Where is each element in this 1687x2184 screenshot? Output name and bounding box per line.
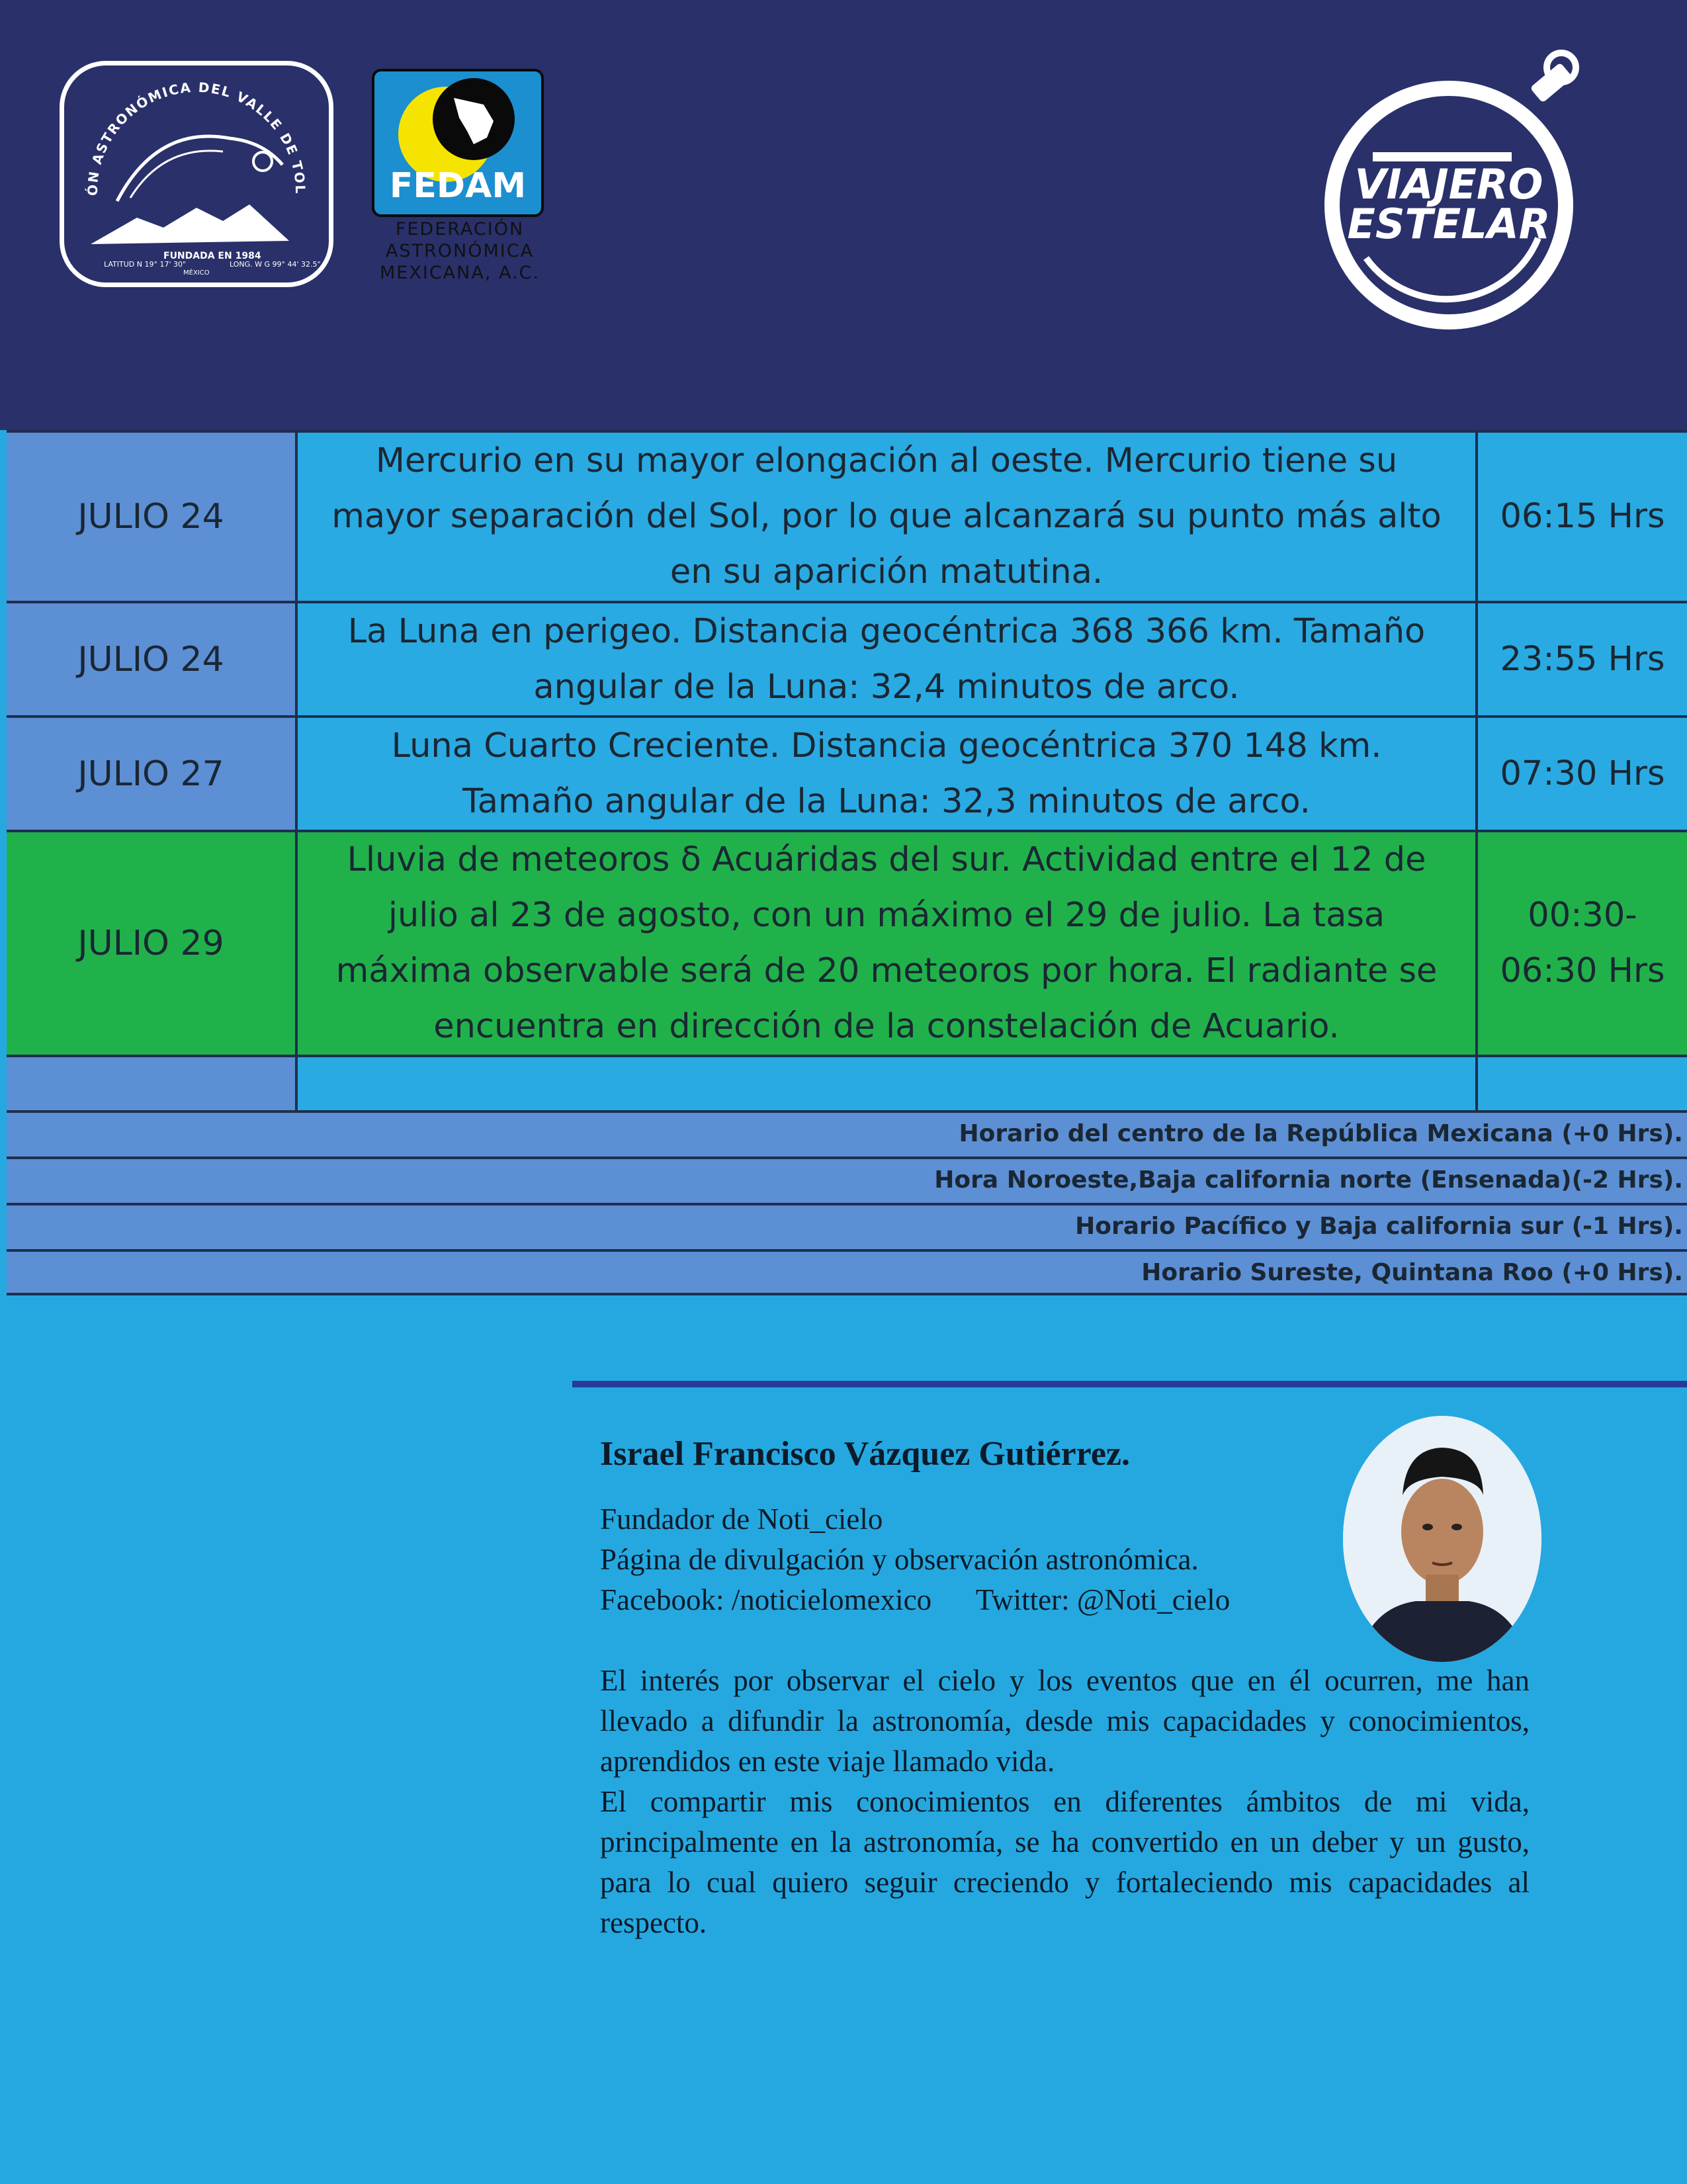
viajero-estelar-logo [1313, 40, 1618, 344]
event-description-line: encuentra en dirección de la constelación de Acuario. [433, 1007, 1340, 1046]
event-description-line: en su aparición matutina. [670, 552, 1103, 591]
event-time: 23:55 Hrs [1475, 603, 1687, 715]
author-social: Facebook: /noticielomexico Twitter: @Noti_cielo [600, 1583, 1231, 1616]
author-paragraph: El compartir mis conocimientos en diferentes ámbitos de mi vida, principalmente en la astronomía, se ha convertido en un deber y un gusto, para lo cual quiero seguir creciendo y fortaleciendo mis capacidades al respecto. [600, 1785, 1530, 1939]
author-paragraph: El interés por observar el cielo y los eventos que en él ocurren, me han llevado a difundir la astronomía, desde mis capacidades y conocimientos, aprendidos en este viaje llamado vida. [600, 1664, 1530, 1778]
avt-logo [60, 61, 333, 287]
event-time: 06:15 Hrs [1475, 433, 1687, 601]
fedam-caption [361, 218, 559, 284]
event-row [7, 601, 1687, 715]
event-row [7, 430, 1687, 601]
event-time-line: 06:30 Hrs [1500, 951, 1665, 990]
fedam-caption-line: ASTRONÓMICA [385, 241, 535, 261]
event-description-line: julio al 23 de agosto, con un máximo el 29 de julio. La tasa [388, 896, 1385, 935]
event-description-line: Lluvia de meteoros δ Acuáridas del sur. Actividad entre el 12 de [347, 840, 1426, 879]
event-description-line: Tamaño angular de la Luna: 32,3 minutos de arco. [462, 781, 1311, 821]
event-description-line: La Luna en perigeo. Distancia geocéntrica 368 366 km. Tamaño [347, 611, 1426, 651]
event-description [298, 832, 1475, 1055]
time-zone-note: Horario Pacífico y Baja california sur (-1 Hrs). [7, 1203, 1687, 1249]
event-description-line: Luna Cuarto Creciente. Distancia geocéntrica 370 148 km. [391, 726, 1382, 765]
author-photo [1343, 1416, 1541, 1662]
viajero-line: VIAJERO [1354, 160, 1543, 208]
estelar-line: ESTELAR [1347, 200, 1551, 248]
event-row-highlight [7, 830, 1687, 1055]
event-date: JULIO 27 [7, 718, 298, 830]
avt-founded-text: FUNDADA EN 1984 [163, 251, 261, 261]
avt-latitude-text: LATITUD N 19° 17' 30" [104, 260, 187, 269]
event-date: JULIO 29 [7, 832, 298, 1055]
avt-longitude-text: LONG. W G 99° 44' 32.5" [230, 260, 321, 269]
event-date: JULIO 24 [7, 433, 298, 601]
empty-cell [7, 1057, 298, 1110]
fedam-logo [372, 69, 544, 217]
event-description-line: angular de la Luna: 32,4 minutos de arco. [533, 667, 1240, 707]
event-date: JULIO 24 [7, 603, 298, 715]
time-zone-note: Hora Noroeste,Baja california norte (Ensenada)(-2 Hrs). [7, 1157, 1687, 1203]
avt-country-text: MÉXICO [183, 269, 210, 277]
author-page: Página de divulgación y observación astronómica. [600, 1543, 1199, 1576]
fedam-wordmark: FEDAM [389, 166, 527, 206]
empty-row [7, 1055, 1687, 1110]
event-description-line: mayor separación del Sol, por lo que alcanzará su punto más alto [331, 497, 1442, 536]
fedam-caption-line: FEDERACIÓN [395, 219, 525, 240]
avt-logo-arc-text: ÓN ASTRONÓMICA DEL VALLE DE TOL [84, 79, 309, 197]
time-zone-note: Horario del centro de la República Mexicana (+0 Hrs). [7, 1110, 1687, 1157]
fedam-caption-line: MEXICANA, A.C. [380, 263, 540, 283]
header-band [0, 0, 1687, 430]
event-description-line: máxima observable será de 20 meteoros por hora. El radiante se [335, 951, 1438, 990]
empty-cell [1475, 1057, 1687, 1110]
time-zone-note: Horario Sureste, Quintana Roo (+0 Hrs). [7, 1249, 1687, 1295]
event-row [7, 715, 1687, 830]
author-role: Fundador de Noti_cielo [600, 1503, 883, 1536]
author-name: Israel Francisco Vázquez Gutiérrez. [600, 1435, 1130, 1473]
event-time [1475, 832, 1687, 1055]
empty-cell [298, 1057, 1475, 1110]
svg-text:ASOCIACIÓN ASTRONÓMICA DEL VAL [64, 66, 308, 196]
event-time-line: 00:30- [1528, 896, 1637, 935]
section-divider [572, 1381, 1687, 1387]
event-description [298, 603, 1475, 715]
event-description [298, 433, 1475, 601]
event-time: 07:30 Hrs [1475, 718, 1687, 830]
event-description [298, 718, 1475, 830]
event-description-line: Mercurio en su mayor elongación al oeste. Mercurio tiene su [375, 441, 1398, 480]
